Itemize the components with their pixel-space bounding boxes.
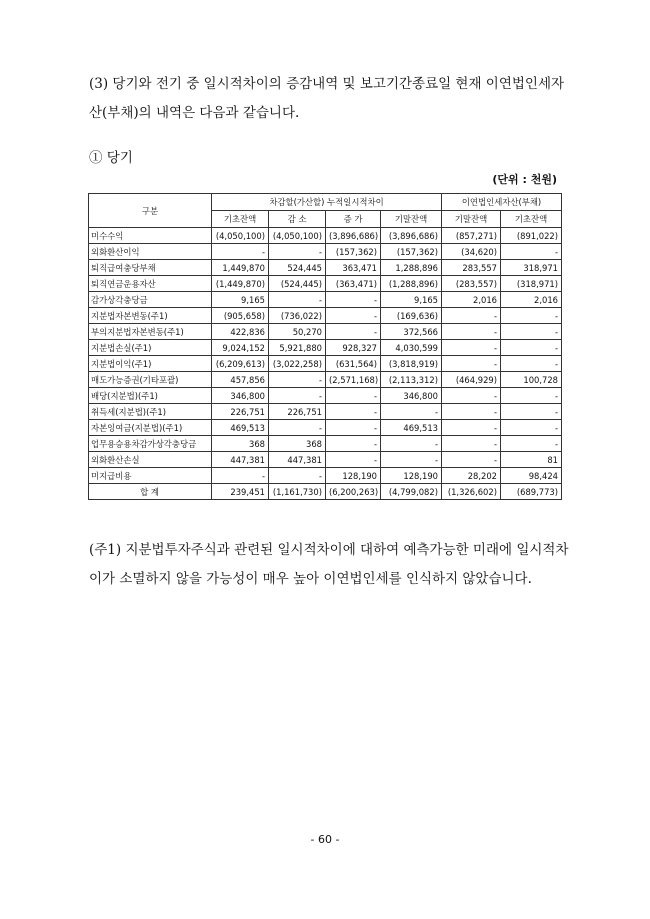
table-cell: 50,270 (269, 324, 326, 340)
table-cell: - (501, 436, 562, 452)
table-cell: - (381, 404, 442, 420)
row-label: 퇴직급여충당부채 (89, 260, 212, 276)
table-cell: 98,424 (501, 468, 562, 484)
table-cell: 447,381 (212, 452, 269, 468)
table-cell: (631,564) (326, 356, 381, 372)
row-label: 취득세(지분법)(주1) (89, 404, 212, 420)
table-cell: (3,896,686) (381, 228, 442, 244)
row-label: 외화환산손실 (89, 452, 212, 468)
table-cell: - (381, 452, 442, 468)
row-label: 합 계 (89, 484, 212, 500)
table-cell: 422,836 (212, 324, 269, 340)
table-cell: 226,751 (269, 404, 326, 420)
total-row (89, 484, 562, 500)
table-cell: - (326, 420, 381, 436)
table-cell: 2,016 (501, 292, 562, 308)
table-cell: - (326, 324, 381, 340)
table-cell: 283,557 (442, 260, 501, 276)
table-cell: (891,022) (501, 228, 562, 244)
table-row (89, 436, 562, 452)
table-cell: 363,471 (326, 260, 381, 276)
table-cell: (464,929) (442, 372, 501, 388)
table-cell: - (442, 340, 501, 356)
table-cell: 9,165 (381, 292, 442, 308)
row-label: 미지급비용 (89, 468, 212, 484)
table-cell: (363,471) (326, 276, 381, 292)
table-cell: (1,449,870) (212, 276, 269, 292)
header-col: 기초잔액 (212, 211, 269, 228)
table-cell: - (269, 372, 326, 388)
table-cell: - (501, 404, 562, 420)
table-cell: (283,557) (442, 276, 501, 292)
table-cell: - (269, 244, 326, 260)
table-cell: - (269, 388, 326, 404)
row-label: 지분법이익(주1) (89, 356, 212, 372)
row-label: 지분법자본변동(주1) (89, 308, 212, 324)
table-row (89, 388, 562, 404)
table-cell: - (442, 308, 501, 324)
table-cell: - (326, 436, 381, 452)
table-cell: 81 (501, 452, 562, 468)
table-cell: (857,271) (442, 228, 501, 244)
table-cell: 318,971 (501, 260, 562, 276)
table-row (89, 372, 562, 388)
table-cell: (6,209,613) (212, 356, 269, 372)
header-col: 증 가 (326, 211, 381, 228)
table-cell: (3,818,919) (381, 356, 442, 372)
header-col: 감 소 (269, 211, 326, 228)
table-row (89, 356, 562, 372)
table-cell: 9,165 (212, 292, 269, 308)
table-row (89, 468, 562, 484)
table-cell: (4,799,082) (381, 484, 442, 500)
header-deferred-tax: 이연법인세자산(부채) (442, 194, 562, 211)
header-category: 구분 (89, 194, 212, 228)
table-cell: - (442, 452, 501, 468)
table-cell: (689,773) (501, 484, 562, 500)
table-cell: (2,113,312) (381, 372, 442, 388)
table-cell: - (442, 420, 501, 436)
unit-label: (단위 : 천원) (492, 173, 557, 186)
table-cell: (4,050,100) (212, 228, 269, 244)
table-cell: 1,449,870 (212, 260, 269, 276)
table-cell: (2,571,168) (326, 372, 381, 388)
table-cell: 928,327 (326, 340, 381, 356)
table-cell: - (442, 436, 501, 452)
table-cell: - (442, 356, 501, 372)
table-cell: - (269, 292, 326, 308)
table-row (89, 260, 562, 276)
row-label: 업무용승용차감가상각충당금 (89, 436, 212, 452)
row-label: 외화환산이익 (89, 244, 212, 260)
table-row (89, 340, 562, 356)
row-label: 자본잉여금(지분법)(주1) (89, 420, 212, 436)
table-cell: 368 (269, 436, 326, 452)
table-cell: 457,856 (212, 372, 269, 388)
table-cell: 469,513 (212, 420, 269, 436)
intro-paragraph: (3) 당기와 전기 중 일시적차이의 증감내역 및 보고기간종료일 현재 이연법인세자산(부채)의 내역은 다음과 같습니다. (89, 76, 565, 121)
table-cell: (736,022) (269, 308, 326, 324)
table-cell: - (442, 404, 501, 420)
row-label: 배당(지분법)(주1) (89, 388, 212, 404)
table-cell: (905,658) (212, 308, 269, 324)
row-label: 지분법손실(주1) (89, 340, 212, 356)
table-cell: 469,513 (381, 420, 442, 436)
table-cell: - (269, 420, 326, 436)
row-label: 매도가능증권(기타포괄) (89, 372, 212, 388)
table-cell: 239,451 (212, 484, 269, 500)
table-cell: - (501, 308, 562, 324)
table-cell: - (326, 404, 381, 420)
page-number: - 60 - (310, 833, 340, 846)
table-cell: (169,636) (381, 308, 442, 324)
table-cell: 5,921,880 (269, 340, 326, 356)
table-cell: (318,971) (501, 276, 562, 292)
table-cell: - (442, 388, 501, 404)
table-cell: - (501, 356, 562, 372)
table-cell: (157,362) (326, 244, 381, 260)
table-cell: (157,362) (381, 244, 442, 260)
table-cell: 100,728 (501, 372, 562, 388)
table-cell: - (442, 324, 501, 340)
table-cell: 368 (212, 436, 269, 452)
table-row (89, 292, 562, 308)
table-cell: - (326, 308, 381, 324)
table-row (89, 452, 562, 468)
table-cell: - (501, 388, 562, 404)
table-cell: 346,800 (212, 388, 269, 404)
table-cell: (1,288,896) (381, 276, 442, 292)
table-row (89, 244, 562, 260)
row-label: 부의지분법자본변동(주1) (89, 324, 212, 340)
table-cell: - (501, 420, 562, 436)
footnote: (주1) 지분법투자주식과 관련된 일시적차이에 대하여 예측가능한 미래에 일시적차이가 소멸하지 않을 가능성이 매우 높아 이연법인세를 인식하지 않았습니다. (89, 542, 569, 587)
table-cell: 1,288,896 (381, 260, 442, 276)
header-col: 기말잔액 (442, 211, 501, 228)
table-cell: - (501, 340, 562, 356)
table-row (89, 228, 562, 244)
table-row (89, 276, 562, 292)
table-cell: (524,445) (269, 276, 326, 292)
table-cell: 447,381 (269, 452, 326, 468)
deferred-tax-table (88, 193, 562, 500)
table-cell: 2,016 (442, 292, 501, 308)
row-label: 감가상각충당금 (89, 292, 212, 308)
table-cell: - (326, 452, 381, 468)
table-cell: (1,161,730) (269, 484, 326, 500)
table-cell: 9,024,152 (212, 340, 269, 356)
table-cell: - (501, 244, 562, 260)
table-cell: - (212, 244, 269, 260)
table-cell: (3,022,258) (269, 356, 326, 372)
table-row (89, 324, 562, 340)
table-cell: - (269, 468, 326, 484)
table-row (89, 420, 562, 436)
row-label: 미수수익 (89, 228, 212, 244)
table-cell: - (212, 468, 269, 484)
table-cell: (34,620) (442, 244, 501, 260)
table-row (89, 404, 562, 420)
table-cell: - (501, 324, 562, 340)
table-cell: 346,800 (381, 388, 442, 404)
table-row (89, 308, 562, 324)
table-cell: 4,030,599 (381, 340, 442, 356)
row-label: 퇴직연금운용자산 (89, 276, 212, 292)
table-cell: 128,190 (381, 468, 442, 484)
table-cell: (1,326,602) (442, 484, 501, 500)
header-temporary-difference: 차감할(가산할) 누적일시적차이 (212, 194, 442, 211)
header-col: 기말잔액 (381, 211, 442, 228)
table-cell: 524,445 (269, 260, 326, 276)
table-cell: (6,200,263) (326, 484, 381, 500)
table-cell: - (326, 292, 381, 308)
section-subheading: ① 당기 (89, 150, 133, 166)
table-cell: 226,751 (212, 404, 269, 420)
table-cell: 372,566 (381, 324, 442, 340)
table-cell: 28,202 (442, 468, 501, 484)
table-cell: - (326, 388, 381, 404)
header-col: 기초잔액 (501, 211, 562, 228)
table-cell: 128,190 (326, 468, 381, 484)
table-cell: (3,896,686) (326, 228, 381, 244)
table-cell: (4,050,100) (269, 228, 326, 244)
table-cell: - (381, 436, 442, 452)
